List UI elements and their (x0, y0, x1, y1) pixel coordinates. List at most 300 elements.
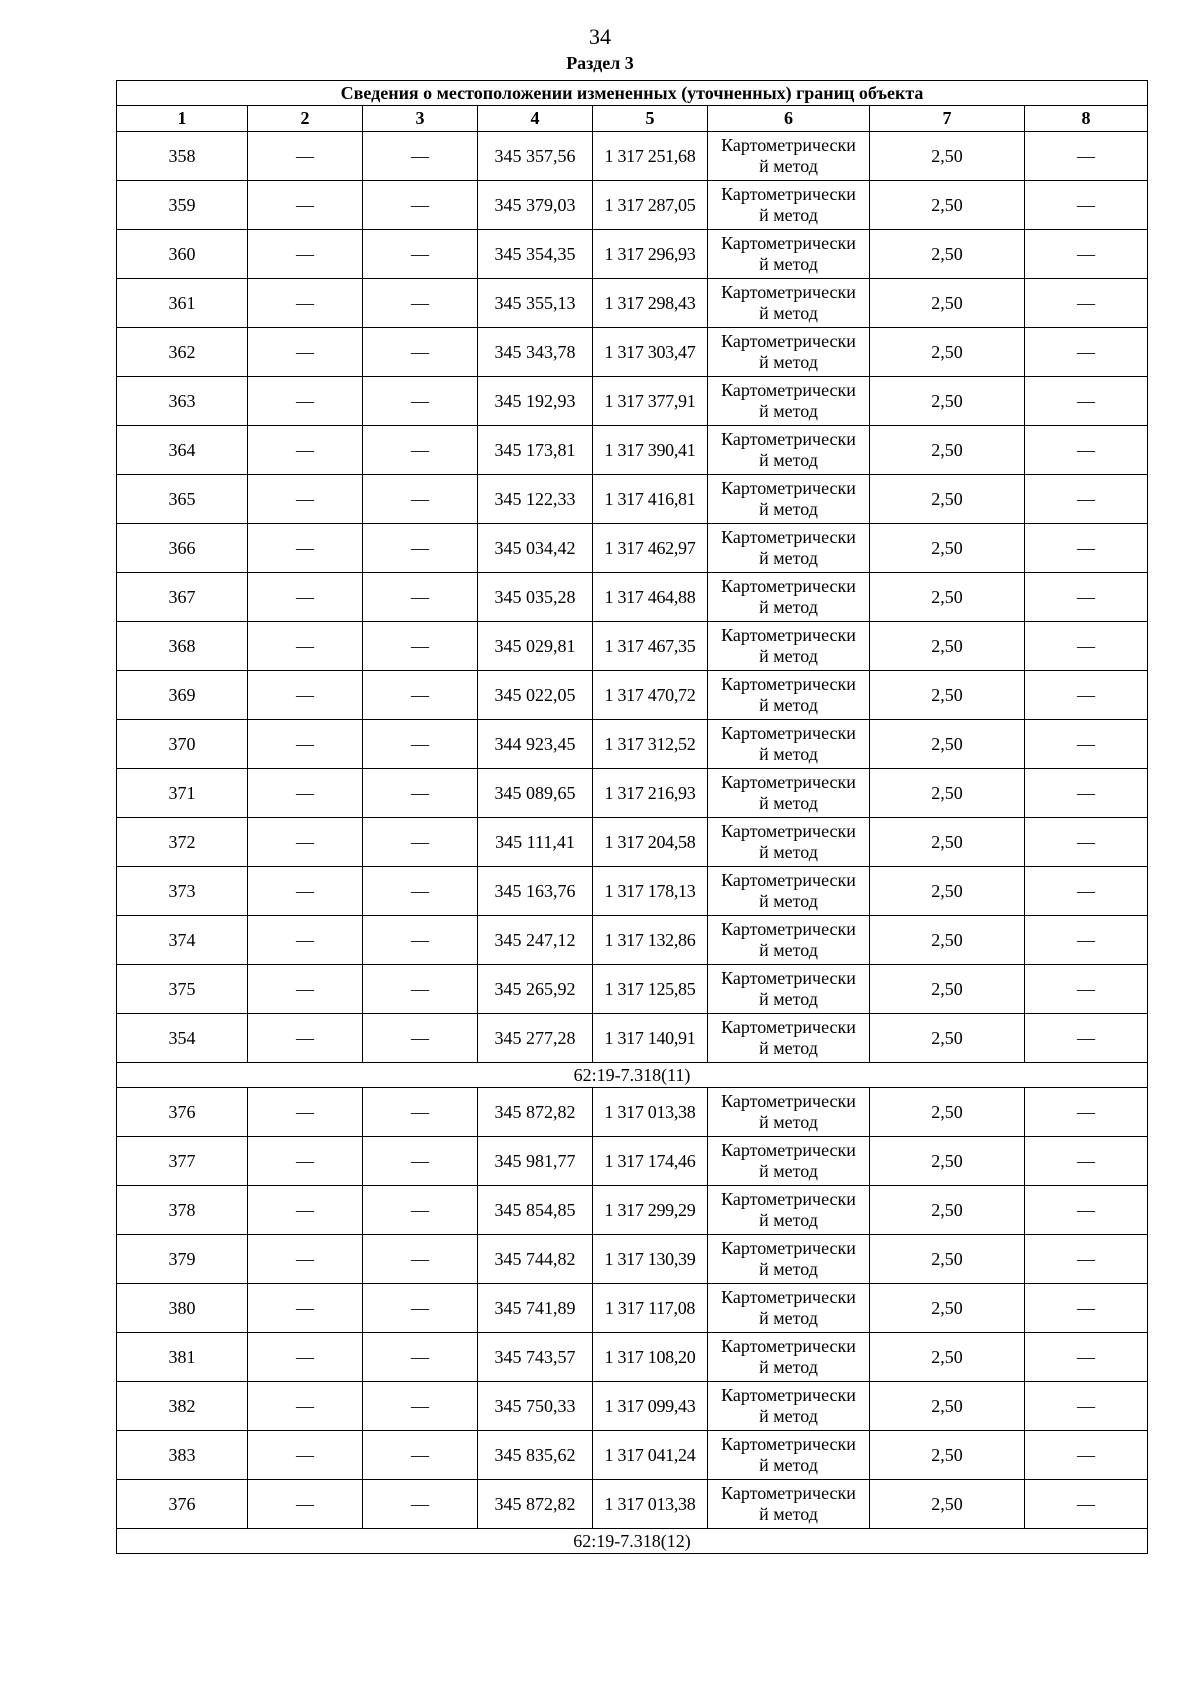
point-number: 363 (117, 377, 248, 426)
method-line: й метод (759, 1504, 818, 1524)
cell-col8: — (1025, 1333, 1148, 1382)
cell-col3: — (363, 671, 478, 720)
coordinate-x: 345 029,81 (478, 622, 593, 671)
method (708, 377, 870, 426)
cell-col2: — (248, 671, 363, 720)
accuracy: 2,50 (870, 1333, 1025, 1382)
method-line: Картометрически (721, 429, 856, 449)
table-row (117, 1186, 1148, 1235)
method-line: Картометрически (721, 1483, 856, 1503)
method-line: й метод (759, 793, 818, 813)
point-number: 362 (117, 328, 248, 377)
table-row (117, 377, 1148, 426)
method (708, 475, 870, 524)
coordinate-x: 345 355,13 (478, 279, 593, 328)
cell-col3: — (363, 132, 478, 181)
column-number: 7 (870, 106, 1025, 132)
coordinate-y: 1 317 140,91 (593, 1014, 708, 1063)
cell-col8: — (1025, 867, 1148, 916)
method-line: й метод (759, 842, 818, 862)
method-line: й метод (759, 1259, 818, 1279)
cell-col2: — (248, 573, 363, 622)
coordinate-y: 1 317 470,72 (593, 671, 708, 720)
cell-col3: — (363, 1137, 478, 1186)
accuracy: 2,50 (870, 1137, 1025, 1186)
method-line: й метод (759, 205, 818, 225)
cell-col3: — (363, 230, 478, 279)
coordinate-x: 345 089,65 (478, 769, 593, 818)
point-number: 372 (117, 818, 248, 867)
point-number: 364 (117, 426, 248, 475)
coordinate-x: 345 035,28 (478, 573, 593, 622)
table-row (117, 181, 1148, 230)
accuracy: 2,50 (870, 573, 1025, 622)
cell-col8: — (1025, 965, 1148, 1014)
coordinate-y: 1 317 251,68 (593, 132, 708, 181)
accuracy: 2,50 (870, 328, 1025, 377)
coordinate-x: 345 354,35 (478, 230, 593, 279)
point-number: 367 (117, 573, 248, 622)
method-line: Картометрически (721, 576, 856, 596)
point-number: 378 (117, 1186, 248, 1235)
column-number: 4 (478, 106, 593, 132)
method-line: Картометрически (721, 674, 856, 694)
accuracy: 2,50 (870, 965, 1025, 1014)
method (708, 1382, 870, 1431)
cell-col8: — (1025, 475, 1148, 524)
cell-col8: — (1025, 573, 1148, 622)
method-line: й метод (759, 1038, 818, 1058)
method-line: й метод (759, 744, 818, 764)
method (708, 328, 870, 377)
method-line: й метод (759, 646, 818, 666)
cell-col2: — (248, 622, 363, 671)
point-number: 358 (117, 132, 248, 181)
coordinate-y: 1 317 303,47 (593, 328, 708, 377)
accuracy: 2,50 (870, 1382, 1025, 1431)
coordinate-x: 345 265,92 (478, 965, 593, 1014)
table-row (117, 279, 1148, 328)
point-number: 376 (117, 1088, 248, 1137)
method (708, 230, 870, 279)
column-number-row (117, 106, 1148, 132)
method (708, 622, 870, 671)
coordinate-x: 345 379,03 (478, 181, 593, 230)
cell-col2: — (248, 720, 363, 769)
cell-col8: — (1025, 1186, 1148, 1235)
column-number: 2 (248, 106, 363, 132)
cell-col3: — (363, 181, 478, 230)
cell-col3: — (363, 279, 478, 328)
point-number: 375 (117, 965, 248, 1014)
coordinate-y: 1 317 013,38 (593, 1480, 708, 1529)
cell-col2: — (248, 1382, 363, 1431)
coordinates-table (116, 80, 1148, 1554)
coordinate-y: 1 317 178,13 (593, 867, 708, 916)
point-number: 376 (117, 1480, 248, 1529)
method-line: Картометрически (721, 1017, 856, 1037)
cell-col2: — (248, 1235, 363, 1284)
coordinate-x: 345 022,05 (478, 671, 593, 720)
method (708, 1137, 870, 1186)
table-row (117, 818, 1148, 867)
table-row (117, 1333, 1148, 1382)
accuracy: 2,50 (870, 1235, 1025, 1284)
cell-col8: — (1025, 1137, 1148, 1186)
coordinate-x: 345 981,77 (478, 1137, 593, 1186)
cell-col8: — (1025, 377, 1148, 426)
method (708, 965, 870, 1014)
coordinate-x: 345 163,76 (478, 867, 593, 916)
coordinate-y: 1 317 312,52 (593, 720, 708, 769)
cell-col2: — (248, 1333, 363, 1382)
table-row (117, 622, 1148, 671)
method (708, 181, 870, 230)
coordinate-x: 345 741,89 (478, 1284, 593, 1333)
group-label: 62:19-7.318(11) (117, 1063, 1148, 1088)
coordinate-x: 345 173,81 (478, 426, 593, 475)
cell-col3: — (363, 1431, 478, 1480)
cell-col8: — (1025, 622, 1148, 671)
point-number: 383 (117, 1431, 248, 1480)
coordinate-y: 1 317 416,81 (593, 475, 708, 524)
cell-col2: — (248, 867, 363, 916)
coordinate-x: 345 835,62 (478, 1431, 593, 1480)
table-row (117, 769, 1148, 818)
coordinate-x: 345 750,33 (478, 1382, 593, 1431)
cell-col8: — (1025, 132, 1148, 181)
method (708, 132, 870, 181)
point-number: 380 (117, 1284, 248, 1333)
accuracy: 2,50 (870, 426, 1025, 475)
accuracy: 2,50 (870, 132, 1025, 181)
method (708, 1088, 870, 1137)
accuracy: 2,50 (870, 1186, 1025, 1235)
accuracy: 2,50 (870, 818, 1025, 867)
coordinate-y: 1 317 117,08 (593, 1284, 708, 1333)
point-number: 368 (117, 622, 248, 671)
cell-col2: — (248, 1480, 363, 1529)
method (708, 867, 870, 916)
method-line: Картометрически (721, 1091, 856, 1111)
table-caption-row (117, 81, 1148, 106)
method-line: й метод (759, 940, 818, 960)
cell-col3: — (363, 1088, 478, 1137)
method-line: й метод (759, 450, 818, 470)
method (708, 1235, 870, 1284)
cell-col3: — (363, 1014, 478, 1063)
column-number: 8 (1025, 106, 1148, 132)
group-label-row (117, 1063, 1148, 1088)
method (708, 1014, 870, 1063)
accuracy: 2,50 (870, 720, 1025, 769)
coordinate-x: 345 743,57 (478, 1333, 593, 1382)
accuracy: 2,50 (870, 1431, 1025, 1480)
method-line: Картометрически (721, 1189, 856, 1209)
method-line: й метод (759, 1455, 818, 1475)
table-row (117, 1382, 1148, 1431)
table-row (117, 671, 1148, 720)
coordinate-y: 1 317 204,58 (593, 818, 708, 867)
cell-col2: — (248, 818, 363, 867)
point-number: 379 (117, 1235, 248, 1284)
coordinate-y: 1 317 298,43 (593, 279, 708, 328)
method-line: Картометрически (721, 331, 856, 351)
accuracy: 2,50 (870, 377, 1025, 426)
coordinate-y: 1 317 041,24 (593, 1431, 708, 1480)
method-line: й метод (759, 1357, 818, 1377)
method-line: Картометрически (721, 1385, 856, 1405)
method-line: Картометрически (721, 527, 856, 547)
table-row (117, 1480, 1148, 1529)
coordinate-y: 1 317 462,97 (593, 524, 708, 573)
coordinate-y: 1 317 377,91 (593, 377, 708, 426)
cell-col8: — (1025, 426, 1148, 475)
table-row (117, 1014, 1148, 1063)
cell-col3: — (363, 377, 478, 426)
cell-col8: — (1025, 230, 1148, 279)
table-row (117, 1284, 1148, 1333)
method-line: Картометрически (721, 968, 856, 988)
cell-col8: — (1025, 1235, 1148, 1284)
coordinate-x: 345 357,56 (478, 132, 593, 181)
point-number: 381 (117, 1333, 248, 1382)
table-row (117, 720, 1148, 769)
cell-col3: — (363, 1235, 478, 1284)
cell-col8: — (1025, 1284, 1148, 1333)
table-row (117, 328, 1148, 377)
table-row (117, 867, 1148, 916)
coordinate-y: 1 317 467,35 (593, 622, 708, 671)
method (708, 524, 870, 573)
cell-col2: — (248, 1431, 363, 1480)
method (708, 279, 870, 328)
accuracy: 2,50 (870, 279, 1025, 328)
cell-col8: — (1025, 279, 1148, 328)
point-number: 373 (117, 867, 248, 916)
coordinate-x: 345 111,41 (478, 818, 593, 867)
method-line: Картометрически (721, 1140, 856, 1160)
cell-col2: — (248, 181, 363, 230)
coordinate-x: 345 034,42 (478, 524, 593, 573)
cell-col8: — (1025, 181, 1148, 230)
accuracy: 2,50 (870, 671, 1025, 720)
coordinate-y: 1 317 125,85 (593, 965, 708, 1014)
cell-col2: — (248, 230, 363, 279)
method-line: й метод (759, 695, 818, 715)
cell-col3: — (363, 524, 478, 573)
cell-col2: — (248, 279, 363, 328)
accuracy: 2,50 (870, 1284, 1025, 1333)
point-number: 360 (117, 230, 248, 279)
accuracy: 2,50 (870, 1014, 1025, 1063)
column-number: 5 (593, 106, 708, 132)
method-line: й метод (759, 156, 818, 176)
cell-col3: — (363, 867, 478, 916)
cell-col8: — (1025, 1480, 1148, 1529)
cell-col2: — (248, 1137, 363, 1186)
table-row (117, 426, 1148, 475)
point-number: 359 (117, 181, 248, 230)
column-number: 1 (117, 106, 248, 132)
column-number: 3 (363, 106, 478, 132)
method-line: й метод (759, 891, 818, 911)
cell-col3: — (363, 1186, 478, 1235)
cell-col3: — (363, 720, 478, 769)
method-line: Картометрически (721, 870, 856, 890)
cell-col3: — (363, 769, 478, 818)
accuracy: 2,50 (870, 1088, 1025, 1137)
cell-col3: — (363, 916, 478, 965)
coordinate-x: 345 343,78 (478, 328, 593, 377)
coordinate-y: 1 317 013,38 (593, 1088, 708, 1137)
table-row (117, 573, 1148, 622)
accuracy: 2,50 (870, 524, 1025, 573)
cell-col2: — (248, 965, 363, 1014)
method-line: й метод (759, 352, 818, 372)
table-row (117, 524, 1148, 573)
coordinate-y: 1 317 287,05 (593, 181, 708, 230)
cell-col2: — (248, 426, 363, 475)
coordinate-y: 1 317 216,93 (593, 769, 708, 818)
section-title: Раздел 3 (566, 53, 634, 73)
cell-col8: — (1025, 916, 1148, 965)
method-line: Картометрически (721, 282, 856, 302)
coordinate-x: 345 854,85 (478, 1186, 593, 1235)
method (708, 720, 870, 769)
point-number: 369 (117, 671, 248, 720)
method-line: Картометрически (721, 478, 856, 498)
method-line: Картометрически (721, 1287, 856, 1307)
method-line: Картометрически (721, 772, 856, 792)
accuracy: 2,50 (870, 769, 1025, 818)
method-line: Картометрически (721, 821, 856, 841)
page-number: 34 (589, 24, 611, 49)
coordinate-x: 344 923,45 (478, 720, 593, 769)
method-line: й метод (759, 1308, 818, 1328)
method-line: й метод (759, 1112, 818, 1132)
point-number: 361 (117, 279, 248, 328)
cell-col8: — (1025, 524, 1148, 573)
cell-col8: — (1025, 720, 1148, 769)
point-number: 374 (117, 916, 248, 965)
table-row (117, 1137, 1148, 1186)
method-line: й метод (759, 989, 818, 1009)
cell-col3: — (363, 1333, 478, 1382)
coordinate-y: 1 317 099,43 (593, 1382, 708, 1431)
coordinate-y: 1 317 299,29 (593, 1186, 708, 1235)
coordinate-x: 345 872,82 (478, 1480, 593, 1529)
accuracy: 2,50 (870, 916, 1025, 965)
method-line: Картометрически (721, 135, 856, 155)
table-row (117, 1235, 1148, 1284)
point-number: 371 (117, 769, 248, 818)
method-line: Картометрически (721, 1238, 856, 1258)
accuracy: 2,50 (870, 622, 1025, 671)
method-line: Картометрически (721, 380, 856, 400)
method-line: й метод (759, 1406, 818, 1426)
cell-col3: — (363, 1480, 478, 1529)
coordinate-x: 345 247,12 (478, 916, 593, 965)
method (708, 818, 870, 867)
coordinate-y: 1 317 174,46 (593, 1137, 708, 1186)
method-line: й метод (759, 597, 818, 617)
point-number: 366 (117, 524, 248, 573)
cell-col2: — (248, 475, 363, 524)
accuracy: 2,50 (870, 1480, 1025, 1529)
method (708, 1186, 870, 1235)
cell-col8: — (1025, 1014, 1148, 1063)
method-line: й метод (759, 401, 818, 421)
cell-col2: — (248, 524, 363, 573)
method-line: й метод (759, 1210, 818, 1230)
method-line: Картометрически (721, 723, 856, 743)
coordinate-y: 1 317 464,88 (593, 573, 708, 622)
method-line: й метод (759, 254, 818, 274)
method (708, 1431, 870, 1480)
coordinate-x: 345 122,33 (478, 475, 593, 524)
method (708, 1333, 870, 1382)
cell-col3: — (363, 475, 478, 524)
method-line: Картометрически (721, 184, 856, 204)
cell-col8: — (1025, 818, 1148, 867)
table-row (117, 1431, 1148, 1480)
cell-col8: — (1025, 328, 1148, 377)
table-row (117, 1088, 1148, 1137)
cell-col8: — (1025, 1431, 1148, 1480)
cell-col3: — (363, 1382, 478, 1431)
method (708, 769, 870, 818)
cell-col2: — (248, 132, 363, 181)
table-row (117, 132, 1148, 181)
group-label: 62:19-7.318(12) (117, 1529, 1148, 1554)
method-line: Картометрически (721, 1336, 856, 1356)
accuracy: 2,50 (870, 867, 1025, 916)
cell-col2: — (248, 769, 363, 818)
cell-col3: — (363, 965, 478, 1014)
method-line: й метод (759, 548, 818, 568)
cell-col8: — (1025, 769, 1148, 818)
method (708, 573, 870, 622)
point-number: 365 (117, 475, 248, 524)
table-row (117, 916, 1148, 965)
method-line: Картометрически (721, 233, 856, 253)
method (708, 1480, 870, 1529)
cell-col8: — (1025, 1382, 1148, 1431)
point-number: 370 (117, 720, 248, 769)
cell-col8: — (1025, 671, 1148, 720)
method (708, 916, 870, 965)
method-line: й метод (759, 1161, 818, 1181)
method-line: Картометрически (721, 625, 856, 645)
table-row (117, 230, 1148, 279)
table-caption: Сведения о местоположении измененных (уточненных) границ объекта (117, 81, 1148, 106)
coordinate-y: 1 317 130,39 (593, 1235, 708, 1284)
group-label-row (117, 1529, 1148, 1554)
cell-col3: — (363, 622, 478, 671)
coordinate-x: 345 872,82 (478, 1088, 593, 1137)
method-line: Картометрически (721, 1434, 856, 1454)
accuracy: 2,50 (870, 181, 1025, 230)
cell-col2: — (248, 1284, 363, 1333)
cell-col2: — (248, 377, 363, 426)
coordinate-y: 1 317 132,86 (593, 916, 708, 965)
cell-col2: — (248, 916, 363, 965)
method (708, 671, 870, 720)
coordinate-y: 1 317 390,41 (593, 426, 708, 475)
cell-col8: — (1025, 1088, 1148, 1137)
method (708, 426, 870, 475)
